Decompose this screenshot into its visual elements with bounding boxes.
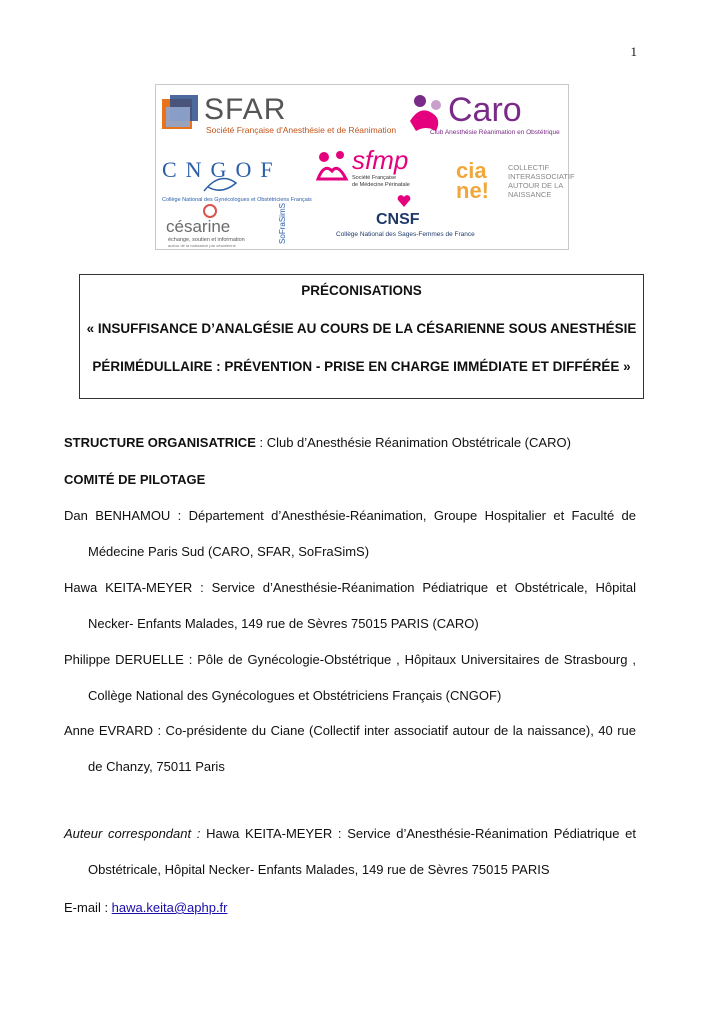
cngof-name: CNGOF bbox=[162, 157, 282, 182]
structure-value: : Club d’Anesthésie Réanimation Obstétricale (CARO) bbox=[255, 435, 571, 450]
ciane-text-3: AUTOUR DE LA bbox=[508, 181, 564, 190]
caro-logo bbox=[406, 91, 560, 141]
ciane-text-2: INTERASSOCIATIF bbox=[508, 172, 575, 181]
sfar-subtitle: Société Française d'Anesthésie et de Réanimation bbox=[206, 125, 397, 135]
ciane-name-line2: ne! bbox=[456, 178, 489, 203]
cnsf-subtitle: Collège National des Sages-Femmes de France bbox=[336, 231, 475, 238]
corresponding-author bbox=[64, 826, 636, 842]
caro-subtitle: Club Anesthésie Réanimation en Obstétrique bbox=[430, 129, 560, 136]
cngof-swirl-icon bbox=[202, 175, 242, 197]
title-box bbox=[79, 274, 644, 399]
sfmp-logo bbox=[316, 145, 446, 195]
member-line-cont: Necker- Enfants Malades, 149 rue de Sèvres 75015 PARIS (CARO) bbox=[88, 616, 479, 631]
cnsf-name: CNSF bbox=[376, 211, 420, 228]
cngof-subtitle: Collège National des Gynécologues et Obstétriciens Français bbox=[162, 197, 312, 203]
title-heading: PRÉCONISATIONS bbox=[301, 283, 422, 298]
cnsf-heart-icon bbox=[396, 193, 412, 209]
email-label: E-mail : bbox=[64, 900, 112, 915]
cesarine-subtitle: échange, soutien et information bbox=[168, 237, 245, 243]
member-line-cont: Médecine Paris Sud (CARO, SFAR, SoFraSimS) bbox=[88, 544, 370, 559]
member-line-cont: de Chanzy, 75011 Paris bbox=[88, 759, 225, 774]
title-line-1: « INSUFFISANCE D’ANALGÉSIE AU COURS DE LA CÉSARIENNE SOUS ANESTHÉSIE bbox=[86, 321, 637, 336]
cnsf-logo bbox=[336, 193, 536, 243]
corresponding-label: Auteur correspondant : bbox=[64, 826, 201, 841]
ciane-text-4: NAISSANCE bbox=[508, 190, 552, 199]
email-link[interactable]: hawa.keita@aphp.fr bbox=[111, 900, 228, 915]
sfar-logo bbox=[162, 93, 397, 135]
sfmp-name: sfmp bbox=[352, 145, 409, 175]
sfmp-figures-icon bbox=[316, 149, 352, 183]
ciane-name-line1: cia bbox=[456, 158, 487, 183]
member-line: Dan BENHAMOU : Département d’Anesthésie-Réanimation, Groupe Hospitalier et Faculté de bbox=[64, 508, 636, 523]
member-line-cont: Collège National des Gynécologues et Obstétriciens Français (CNGOF) bbox=[88, 688, 502, 703]
sfmp-subtitle-line1: Société Française bbox=[352, 175, 397, 181]
cesarine-subtitle-2: autour de la naissance par césarienne bbox=[168, 243, 236, 248]
corresponding-line-1: Hawa KEITA-MEYER : Service d’Anesthésie-Réanimation Pédiatrique et bbox=[200, 826, 636, 841]
comite-heading bbox=[64, 472, 636, 488]
member-line: Anne EVRARD : Co-présidente du Ciane (Collectif inter associatif autour de la naissance), 40 rue bbox=[64, 723, 636, 738]
cngof-logo bbox=[162, 157, 312, 207]
member-line: Philippe DERUELLE : Pôle de Gynécologie-Obstétrique , Hôpitaux Universitaires de Strasbourg , bbox=[64, 652, 636, 667]
caro-name: Caro bbox=[448, 91, 522, 129]
title-line-2: PÉRIMÉDULLAIRE : PRÉVENTION - PRISE EN CHARGE IMMÉDIATE ET DIFFÉRÉE » bbox=[92, 359, 631, 374]
sofrasims-logo bbox=[272, 203, 294, 244]
cesarine-name: césarine bbox=[166, 217, 231, 236]
member-line: Hawa KEITA-MEYER : Service d’Anesthésie-Réanimation Pédiatrique et Obstétricale, Hôpital bbox=[64, 580, 636, 595]
corresponding-line-2: Obstétricale, Hôpital Necker- Enfants Malades, 149 rue de Sèvres 75015 PARIS bbox=[88, 862, 550, 877]
ciane-text-1: COLLECTIF bbox=[508, 163, 550, 172]
sfar-emblem-icon bbox=[162, 95, 200, 133]
sofrasims-name: SoFraSimS bbox=[277, 203, 287, 244]
cesarine-logo bbox=[166, 203, 266, 247]
sfar-name: SFAR bbox=[204, 93, 287, 126]
structure-organisatrice bbox=[64, 435, 636, 451]
comite-label: COMITÉ DE PILOTAGE bbox=[64, 472, 206, 487]
page-number: 1 bbox=[630, 44, 637, 59]
email-line bbox=[64, 900, 636, 916]
sfmp-subtitle-line2: de Médecine Périnatale bbox=[352, 182, 410, 188]
structure-label: STRUCTURE ORGANISATRICE bbox=[64, 435, 256, 450]
partner-logos-panel bbox=[155, 84, 575, 250]
